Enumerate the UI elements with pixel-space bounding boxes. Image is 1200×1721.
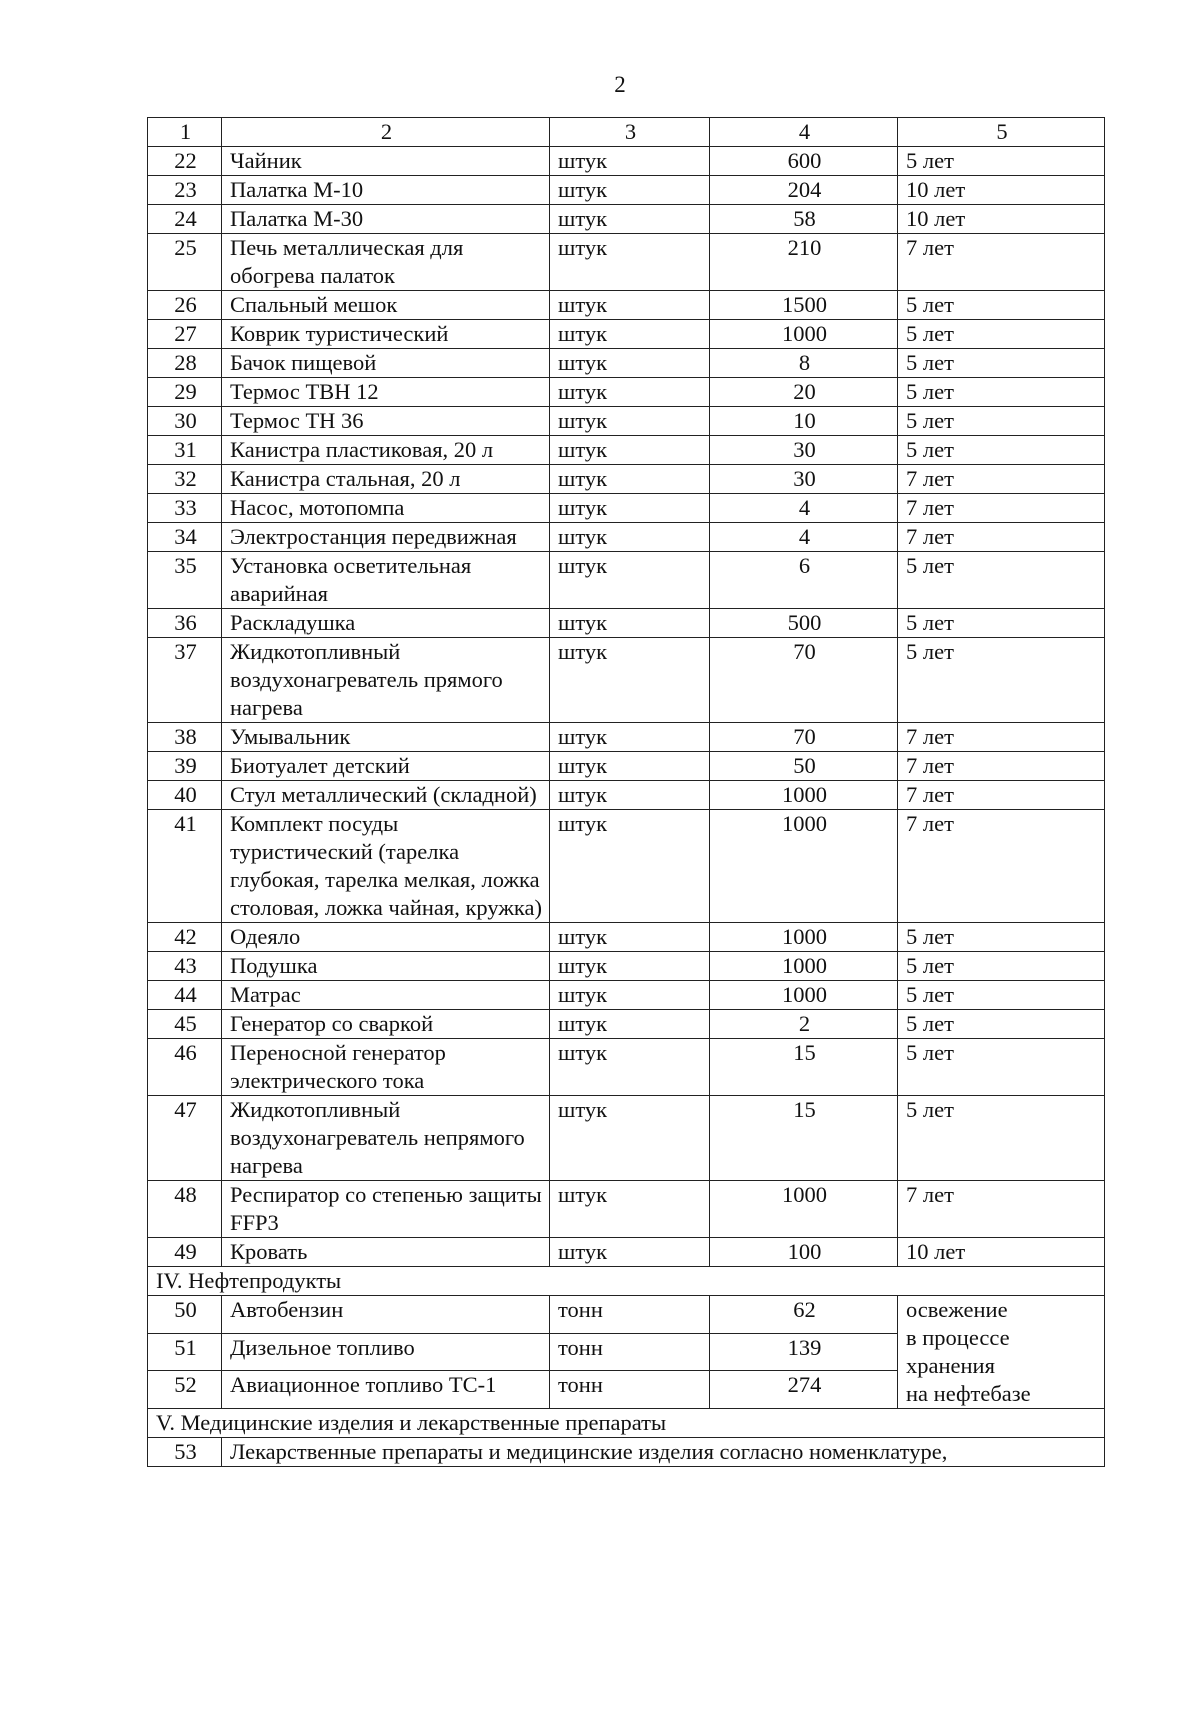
unit-cell: штук	[550, 752, 710, 781]
storage-term: 5 лет	[898, 291, 1105, 320]
row-number: 45	[148, 1010, 222, 1039]
storage-term: 7 лет	[898, 810, 1105, 923]
quantity-cell: 204	[710, 176, 898, 205]
quantity-cell: 2	[710, 1010, 898, 1039]
unit-cell: штук	[550, 1181, 710, 1238]
storage-term: 7 лет	[898, 752, 1105, 781]
item-name: Генератор со сваркой	[222, 1010, 550, 1039]
item-name: Авиационное топливо ТС-1	[222, 1371, 550, 1409]
row-number: 32	[148, 465, 222, 494]
table-row	[148, 723, 1105, 752]
storage-term: 5 лет	[898, 378, 1105, 407]
item-name: Комплект посуды туристический (тарелка глубокая, тарелка мелкая, ложка столовая, ложка чайная, кружка)	[222, 810, 550, 923]
storage-term: 5 лет	[898, 1039, 1105, 1096]
quantity-cell: 4	[710, 494, 898, 523]
storage-term: 10 лет	[898, 1238, 1105, 1267]
table-row	[148, 609, 1105, 638]
quantity-cell: 8	[710, 349, 898, 378]
storage-term: 5 лет	[898, 609, 1105, 638]
item-name: Бачок пищевой	[222, 349, 550, 378]
storage-term: 5 лет	[898, 436, 1105, 465]
unit-cell: штук	[550, 638, 710, 723]
storage-term: 5 лет	[898, 407, 1105, 436]
item-name: Дизельное топливо	[222, 1333, 550, 1371]
storage-term-merged	[898, 1296, 1105, 1409]
header-cell: 2	[222, 118, 550, 147]
item-name: Автобензин	[222, 1296, 550, 1334]
unit-cell: штук	[550, 1010, 710, 1039]
unit-cell: штук	[550, 1096, 710, 1181]
quantity-cell: 1000	[710, 810, 898, 923]
row-number: 53	[148, 1438, 222, 1467]
unit-cell: штук	[550, 205, 710, 234]
storage-term: 5 лет	[898, 1010, 1105, 1039]
row-number: 27	[148, 320, 222, 349]
unit-cell: штук	[550, 176, 710, 205]
item-name: Палатка М-30	[222, 205, 550, 234]
quantity-cell: 210	[710, 234, 898, 291]
quantity-cell: 500	[710, 609, 898, 638]
section-title: V. Медицинские изделия и лекарственные препараты	[148, 1409, 1105, 1438]
item-name: Переносной генератор электрического тока	[222, 1039, 550, 1096]
row-number: 36	[148, 609, 222, 638]
quantity-cell: 15	[710, 1039, 898, 1096]
header-cell: 4	[710, 118, 898, 147]
unit-cell: штук	[550, 781, 710, 810]
row-number: 41	[148, 810, 222, 923]
item-name: Канистра стальная, 20 л	[222, 465, 550, 494]
storage-term: 7 лет	[898, 465, 1105, 494]
quantity-cell: 139	[710, 1333, 898, 1371]
row-number: 23	[148, 176, 222, 205]
storage-term: 5 лет	[898, 552, 1105, 609]
table-row	[148, 1296, 1105, 1334]
table-row	[148, 349, 1105, 378]
item-name: Матрас	[222, 981, 550, 1010]
storage-term: 7 лет	[898, 523, 1105, 552]
table-row	[148, 923, 1105, 952]
row-number: 24	[148, 205, 222, 234]
unit-cell: тонн	[550, 1333, 710, 1371]
row-number: 34	[148, 523, 222, 552]
quantity-cell: 600	[710, 147, 898, 176]
row-number: 28	[148, 349, 222, 378]
header-cell: 3	[550, 118, 710, 147]
quantity-cell: 50	[710, 752, 898, 781]
section-row	[148, 1409, 1105, 1438]
row-number: 42	[148, 923, 222, 952]
unit-cell: штук	[550, 810, 710, 923]
row-number: 52	[148, 1371, 222, 1409]
storage-term: 5 лет	[898, 923, 1105, 952]
storage-term: 7 лет	[898, 723, 1105, 752]
item-name: Печь металлическая для обогрева палаток	[222, 234, 550, 291]
quantity-cell: 70	[710, 638, 898, 723]
storage-term: 7 лет	[898, 234, 1105, 291]
item-name: Чайник	[222, 147, 550, 176]
row-number: 51	[148, 1333, 222, 1371]
storage-term-line: хранения	[906, 1353, 995, 1378]
unit-cell: штук	[550, 407, 710, 436]
quantity-cell: 30	[710, 465, 898, 494]
item-name: Лекарственные препараты и медицинские изделия согласно номенклатуре,	[222, 1438, 1105, 1467]
item-name: Кровать	[222, 1238, 550, 1267]
item-name: Жидкотопливный воздухонагреватель прямого нагрева	[222, 638, 550, 723]
table-row	[148, 465, 1105, 494]
storage-term: 7 лет	[898, 781, 1105, 810]
row-number: 35	[148, 552, 222, 609]
table-row	[148, 552, 1105, 609]
row-number: 43	[148, 952, 222, 981]
item-name: Канистра пластиковая, 20 л	[222, 436, 550, 465]
table-row	[148, 291, 1105, 320]
row-number: 46	[148, 1039, 222, 1096]
row-number: 26	[148, 291, 222, 320]
storage-term: 5 лет	[898, 638, 1105, 723]
storage-term: 10 лет	[898, 176, 1105, 205]
item-name: Палатка М-10	[222, 176, 550, 205]
storage-term-line: в процессе	[906, 1325, 1010, 1350]
row-number: 44	[148, 981, 222, 1010]
table-row	[148, 234, 1105, 291]
item-name: Стул металлический (складной)	[222, 781, 550, 810]
table-row	[148, 523, 1105, 552]
item-name: Респиратор со степенью защиты FFP3	[222, 1181, 550, 1238]
row-number: 39	[148, 752, 222, 781]
item-name: Насос, мотопомпа	[222, 494, 550, 523]
row-number: 25	[148, 234, 222, 291]
storage-term-line: на нефтебазе	[906, 1381, 1031, 1406]
quantity-cell: 30	[710, 436, 898, 465]
header-row	[148, 118, 1105, 147]
quantity-cell: 1000	[710, 781, 898, 810]
quantity-cell: 58	[710, 205, 898, 234]
storage-term: 5 лет	[898, 981, 1105, 1010]
table-row	[148, 1238, 1105, 1267]
table-row	[148, 1010, 1105, 1039]
row-number: 29	[148, 378, 222, 407]
item-name: Биотуалет детский	[222, 752, 550, 781]
unit-cell: штук	[550, 147, 710, 176]
section-row	[148, 1267, 1105, 1296]
quantity-cell: 1000	[710, 952, 898, 981]
table-row	[148, 176, 1105, 205]
page-number: 2	[614, 72, 626, 97]
unit-cell: штук	[550, 349, 710, 378]
unit-cell: тонн	[550, 1371, 710, 1409]
item-name: Спальный мешок	[222, 291, 550, 320]
quantity-cell: 1000	[710, 923, 898, 952]
item-name: Жидкотопливный воздухонагреватель непрямого нагрева	[222, 1096, 550, 1181]
unit-cell: штук	[550, 923, 710, 952]
item-name: Коврик туристический	[222, 320, 550, 349]
item-name: Термос ТН 36	[222, 407, 550, 436]
storage-term-line: освежение	[906, 1297, 1008, 1322]
supply-table	[147, 117, 1105, 1467]
header-cell: 5	[898, 118, 1105, 147]
storage-term: 5 лет	[898, 147, 1105, 176]
row-number: 47	[148, 1096, 222, 1181]
table-row	[148, 1096, 1105, 1181]
unit-cell: штук	[550, 981, 710, 1010]
header-cell: 1	[148, 118, 222, 147]
unit-cell: штук	[550, 523, 710, 552]
table-row	[148, 205, 1105, 234]
table-row	[148, 1181, 1105, 1238]
unit-cell: тонн	[550, 1296, 710, 1334]
table-row	[148, 436, 1105, 465]
section-title: IV. Нефтепродукты	[148, 1267, 1105, 1296]
unit-cell: штук	[550, 552, 710, 609]
storage-term: 5 лет	[898, 320, 1105, 349]
unit-cell: штук	[550, 494, 710, 523]
item-name: Умывальник	[222, 723, 550, 752]
item-name: Термос ТВН 12	[222, 378, 550, 407]
row-number: 50	[148, 1296, 222, 1334]
table-row	[148, 638, 1105, 723]
item-name: Подушка	[222, 952, 550, 981]
unit-cell: штук	[550, 378, 710, 407]
quantity-cell: 10	[710, 407, 898, 436]
table-row	[148, 981, 1105, 1010]
table-row	[148, 810, 1105, 923]
row-number: 49	[148, 1238, 222, 1267]
item-name: Электростанция передвижная	[222, 523, 550, 552]
quantity-cell: 62	[710, 1296, 898, 1334]
quantity-cell: 20	[710, 378, 898, 407]
unit-cell: штук	[550, 320, 710, 349]
quantity-cell: 274	[710, 1371, 898, 1409]
unit-cell: штук	[550, 291, 710, 320]
storage-term: 5 лет	[898, 952, 1105, 981]
item-name: Установка осветительная аварийная	[222, 552, 550, 609]
quantity-cell: 1000	[710, 320, 898, 349]
storage-term: 10 лет	[898, 205, 1105, 234]
unit-cell: штук	[550, 234, 710, 291]
unit-cell: штук	[550, 723, 710, 752]
item-name: Одеяло	[222, 923, 550, 952]
table-row	[148, 952, 1105, 981]
quantity-cell: 1000	[710, 1181, 898, 1238]
row-number: 31	[148, 436, 222, 465]
table-row	[148, 1438, 1105, 1467]
unit-cell: штук	[550, 952, 710, 981]
storage-term: 5 лет	[898, 1096, 1105, 1181]
storage-term: 5 лет	[898, 349, 1105, 378]
unit-cell: штук	[550, 609, 710, 638]
unit-cell: штук	[550, 465, 710, 494]
quantity-cell: 1500	[710, 291, 898, 320]
quantity-cell: 1000	[710, 981, 898, 1010]
row-number: 48	[148, 1181, 222, 1238]
storage-term: 7 лет	[898, 1181, 1105, 1238]
row-number: 38	[148, 723, 222, 752]
storage-term: 7 лет	[898, 494, 1105, 523]
row-number: 30	[148, 407, 222, 436]
quantity-cell: 100	[710, 1238, 898, 1267]
quantity-cell: 70	[710, 723, 898, 752]
table-row	[148, 320, 1105, 349]
row-number: 40	[148, 781, 222, 810]
table-row	[148, 147, 1105, 176]
table-row	[148, 1039, 1105, 1096]
table-row	[148, 752, 1105, 781]
table-row	[148, 378, 1105, 407]
quantity-cell: 15	[710, 1096, 898, 1181]
row-number: 37	[148, 638, 222, 723]
unit-cell: штук	[550, 1039, 710, 1096]
quantity-cell: 4	[710, 523, 898, 552]
row-number: 33	[148, 494, 222, 523]
row-number: 22	[148, 147, 222, 176]
quantity-cell: 6	[710, 552, 898, 609]
table-row	[148, 407, 1105, 436]
unit-cell: штук	[550, 1238, 710, 1267]
table-row	[148, 494, 1105, 523]
unit-cell: штук	[550, 436, 710, 465]
table-row	[148, 781, 1105, 810]
item-name: Раскладушка	[222, 609, 550, 638]
